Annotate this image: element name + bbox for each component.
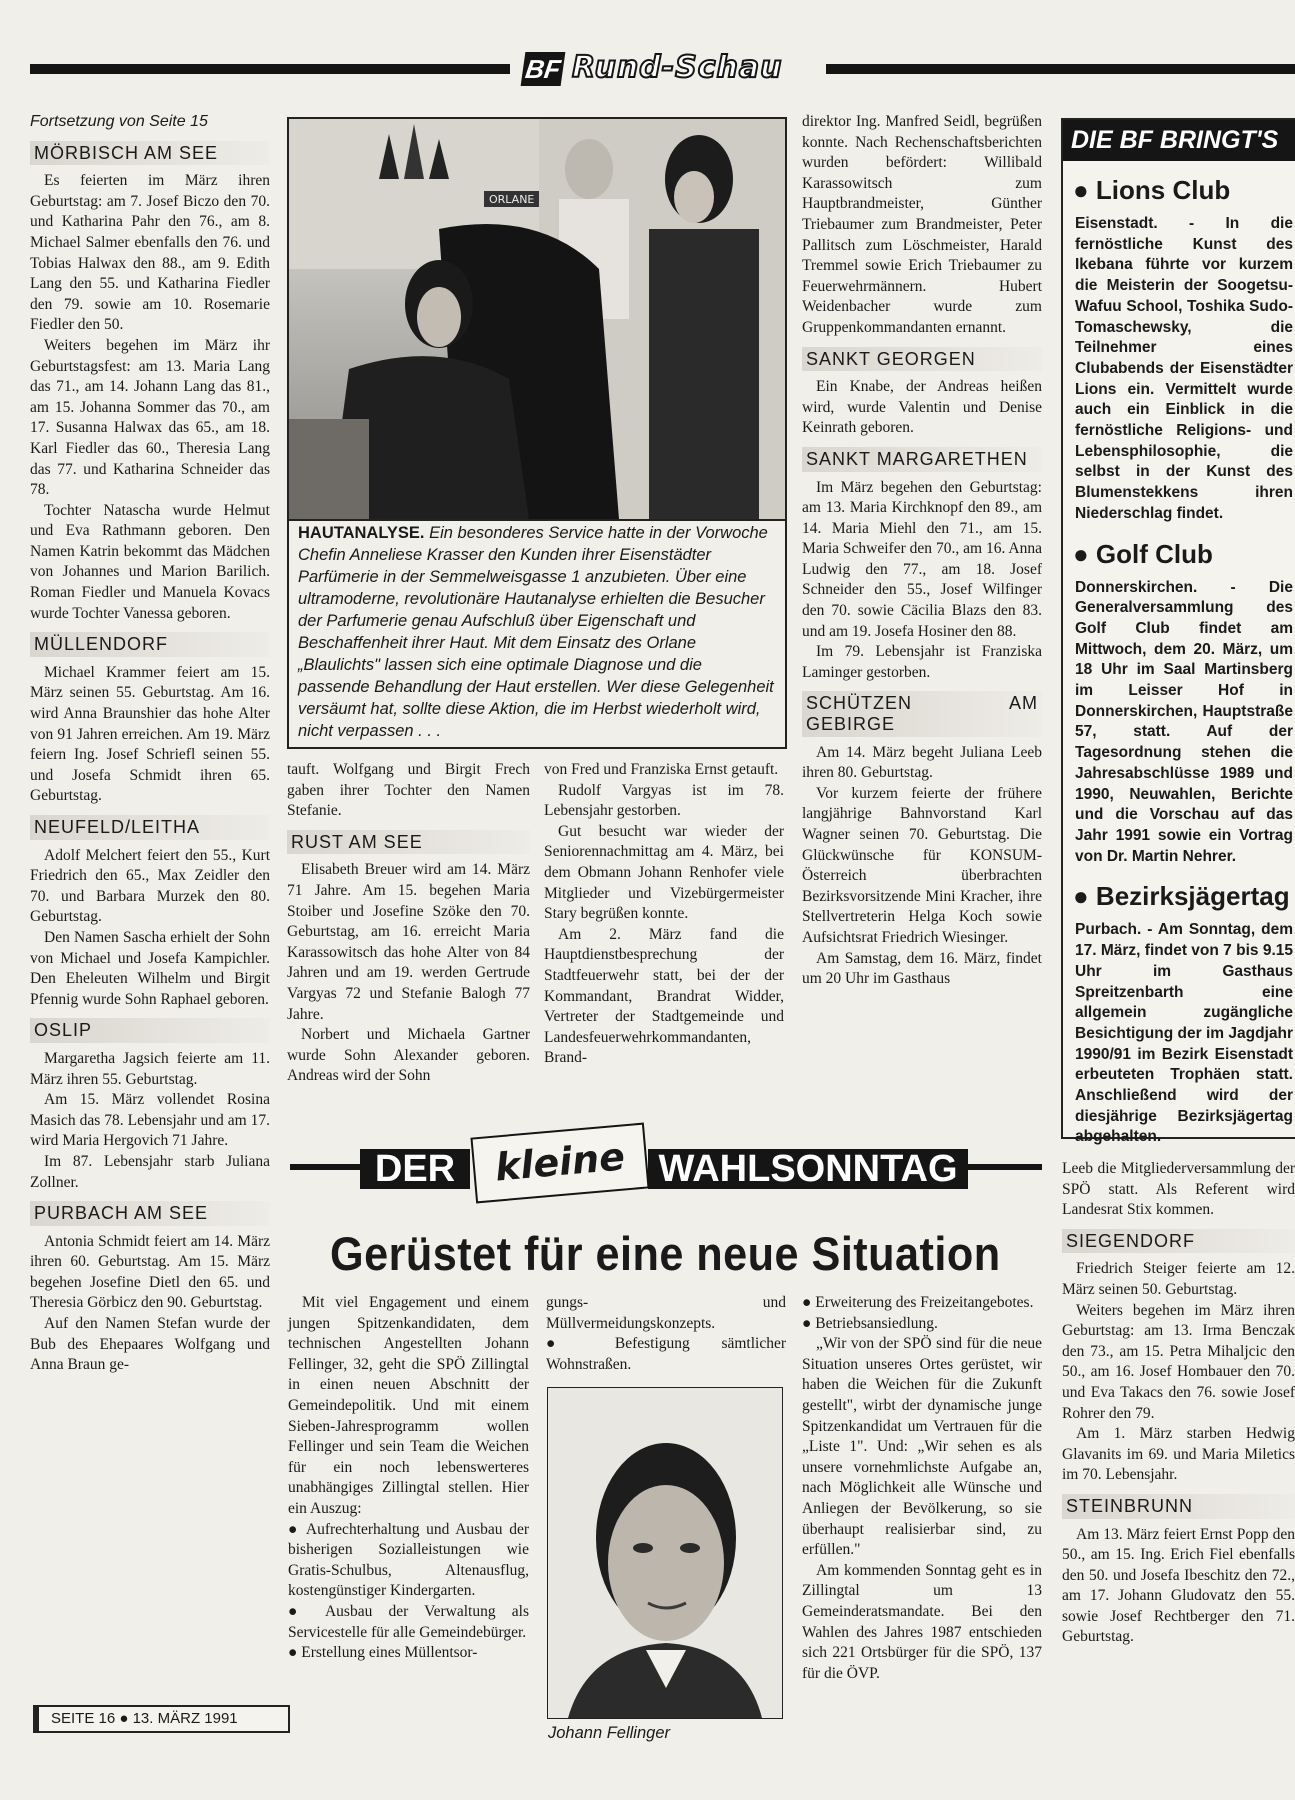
banner-mid-text: kleine <box>493 1134 627 1190</box>
paragraph: Elisabeth Breuer wird am 14. März 71 Jahre. Am 15. begehen Maria Stoiber und Josefine Szöke den 70. Geburtstag, am 16. erreicht Maria Karassowitsch das hohe Alter von 84 Jahren und am 19. werden Gertrude Vargyas 72 und Stefanie Balogh 77 Jahre. <box>287 861 530 1023</box>
paragraph: Am 15. März vollendet Rosina Masich das 78. Lebensjahr und am 17. wird Maria Hergovich 71 Jahre. <box>30 1091 270 1150</box>
bullet-item: ● Befestigung sämtlicher Wohnstraßen. <box>546 1335 786 1373</box>
banner-rule-left <box>290 1164 360 1170</box>
hautanalyse-photo <box>287 117 787 521</box>
banner-wahlsonntag <box>648 1149 968 1189</box>
section-heading: SIEGENDORF <box>1062 1229 1295 1254</box>
column-2-lower <box>287 760 530 1087</box>
paragraph: Margaretha Jagsich feierte am 11. März ihren 55. Geburtstag. <box>30 1049 270 1088</box>
column-4 <box>802 112 1042 990</box>
paragraph: Im 79. Lebensjahr ist Franziska Laminger gestorben. <box>802 643 1042 681</box>
sidebar-title: ● Lions Club <box>1073 175 1231 205</box>
paragraph: Antonia Schmidt feiert am 14. März ihren 60. Geburtstag. Am 15. März begehen Josefine Dietl den 65. und Theresia Görbicz den 90. Geburtstag. <box>30 1232 270 1312</box>
paragraph: Den Namen Sascha erhielt der Sohn von Michael und Josefa Kampichler. Den Eheleuten Wilhelm und Birgit Pfennig wurde Sohn Raphael geboren. <box>30 928 270 1008</box>
bullet-item: ● Aufrechterhaltung und Ausbau der bisherigen Sozialleistungen wie Gratis-Schulbus, Altenausflug, kostengünstiger Kindergarten. <box>288 1520 529 1600</box>
bf-logo: BF <box>521 52 566 86</box>
paragraph: Im 87. Lebensjahr starb Juliana Zollner. <box>30 1152 270 1191</box>
section-heading: MÖRBISCH AM SEE <box>30 141 270 166</box>
banner-rule-right <box>968 1164 1042 1170</box>
paragraph: tauft. Wolfgang und Birgit Frech gaben ihrer Tochter den Namen Stefanie. <box>287 761 530 820</box>
caption-lead: HAUTANALYSE. <box>298 524 425 542</box>
caption-text: Ein besonderes Service hatte in der Vorwoche Chefin Anneliese Krasser den Kunden ihrer Eisenstädter Parfümerie in der Semmelweisgasse 1 anzubieten. Über eine ultramoderne, revolutionäre Hautanalyse erhielten die Besucher der Parfumerie genau Aufschluß über Eigenschaft und Beschaffenheit ihrer Haut. Mit dem Einsatz des Orlane „Blaulichts" lassen sich eine optimale Diagnose und die passende Behandlung der Haut erstellen. Wer diese Gelegenheit versäumt hat, sollte diese Aktion, die im Herbst wiederholt wird, nicht verpassen . . . <box>298 524 774 740</box>
paragraph: Gut besucht war wieder der Seniorennachmittag am 4. März, bei dem Obmann Johann Renhofer viele Mitglieder und Vizebürgermeister Stary begrüßen konnte. <box>544 822 784 923</box>
paragraph: Weiters begehen im März ihren Geburtstag: am 13. Irma Benczak den 73., am 15. Petra Mihaljcic den 50., am 16. Josef Hombauer den 70. und Eva Takacs den 76. sowie Josef Rohrer den 79. <box>1062 1301 1295 1422</box>
sidebar-title: ● Golf Club <box>1073 538 1213 569</box>
section-heading: MÜLLENDORF <box>30 632 270 657</box>
fellinger-photo <box>547 1387 783 1719</box>
sidebar-text: Purbach. - Am Sonntag, dem 17. März, findet von 7 bis 9.15 Uhr im Gasthaus Spreitzenbarth eine allgemein zugängliche Besichtigung der im Jagdjahr 1990/91 im Bezirk Eisenstadt erbeuteten Trophäen statt. Anschließend wird der diesjährige Bezirksjägertag abgehalten. <box>1075 921 1293 1146</box>
paragraph: Es feierten im März ihren Geburtstag: am 7. Josef Biczo den 70. und Katharina Pahr den 76., am 8. Michael Salmer ebenfalls den 76. und Tobias Halwax den 88., am 9. Edith Lang den 55. und Katharina Fiedler den 79. sowie am 10. Rosemarie Fiedler den 50. <box>30 172 270 334</box>
paragraph: direktor Ing. Manfred Seidl, begrüßen konnte. Nach Rechenschaftsberichten wurden befördert: Willibald Karassowitsch zum Hauptbrandmeister, Günther Triebaumer zum Brandmeister, Peter Pallitsch zum Löschmeister, Harald Tremmel sowie Erich Triebaumer zu Feuerwehrmännern. Hubert Weidenbacher wurde zum Gruppenkommandanten ernannt. <box>802 113 1042 336</box>
paragraph: Adolf Melchert feiert den 55., Kurt Friedrich den 65., Max Zeidler den 70. und Barbara Murzek den 80. Geburtstag. <box>30 846 270 926</box>
paragraph: Friedrich Steiger feierte am 12. März seinen 50. Geburtstag. <box>1062 1260 1295 1298</box>
paragraph: Vor kurzem feierte der frühere langjährige Bahnvorstand Karl Wagner seinen 70. Geburtstag. Die Glückwünsche für KONSUM-Österreich überbrachten Bezirksvorsitzende Mini Kracher, ihre Stellvertreterin Helga Koch sowie Aufsichtsrat Friedrich Wiesinger. <box>802 784 1042 946</box>
paragraph: Am 13. März feiert Ernst Popp den 50., am 15. Ing. Erich Fiel ebenfalls den 50. und Josefa Ibeschitz den 72., am 17. Johann Gludovatz den 55. sowie Josef Rechtberger den 71. Geburtstag. <box>1062 1525 1295 1646</box>
paragraph: Norbert und Michaela Gartner wurde Sohn Alexander geboren. Andreas wird der Sohn <box>287 1026 530 1085</box>
sidebar-title: ● Bezirksjägertag <box>1073 881 1290 912</box>
hautanalyse-caption <box>298 522 776 742</box>
portrait-illustration <box>548 1388 782 1718</box>
paragraph: „Wir von der SPÖ sind für die neue Situation unseres Ortes gerüstet, wir haben die Weichen für die Zukunft gestellt", wirbt der dynamische junge Spitzenkandidat um Vertrauen für die „Liste 1". Und: „Wir sehen es als unsere vornehmlichste Aufgabe an, nach Möglichkeit alle Wünsche und Anliegen der Bevölkerung, so sie überhaupt realisierbar sind, zu erfüllen." <box>802 1335 1042 1559</box>
bullet-item: ● Betriebsansiedlung. <box>802 1314 938 1332</box>
section-heading: SANKT GEORGEN <box>802 347 1042 372</box>
orlane-sign: ORLANE <box>489 193 535 206</box>
section-heading: PURBACH AM SEE <box>30 1201 270 1226</box>
masthead-title: Rund-Schau <box>572 50 783 85</box>
paragraph: gungs- und Müllvermeidungskonzepts. <box>546 1294 786 1332</box>
paragraph: Weiters begehen im März ihr Geburtstagsfest: am 13. Maria Lang das 71., am 14. Johann Lang das 81., am 15. Johanna Sommer das 70., am 17. Susanna Halwax das 65., am 18. Karl Fiedler das 60., Theresia Lang das 77. und Katharina Schneider das 78. <box>30 336 270 499</box>
paragraph: von Fred und Franziska Ernst getauft. <box>544 761 779 778</box>
section-heading: SANKT MARGARETHEN <box>802 447 1042 472</box>
section-heading: SCHÜTZEN AM GEBIRGE <box>802 691 1042 736</box>
paragraph: Am Samstag, dem 16. März, findet um 20 Uhr im Gasthaus <box>802 949 1042 988</box>
continued-note: Fortsetzung von Seite 15 <box>30 113 208 130</box>
article-column-3 <box>802 1293 1042 1684</box>
paragraph: Auf den Namen Stefan wurde der Bub des Ehepaares Wolfgang und Anna Braun ge- <box>30 1315 270 1374</box>
bullet-item: ● Ausbau der Verwaltung als Servicestelle für alle Gemeindebürger. <box>288 1602 529 1641</box>
section-heading: RUST AM SEE <box>287 830 530 855</box>
section-heading: STEINBRUNN <box>1062 1494 1295 1519</box>
right-lower-column <box>1062 1159 1295 1648</box>
paragraph: Am 1. März starben Hedwig Glavanits im 69. und Maria Miletics im 70. Lebensjahr. <box>1062 1425 1295 1484</box>
paragraph: Tochter Natascha wurde Helmut und Eva Rathmann geboren. Den Namen Katrin bekommt das Mädchen von Johannes und Marion Barilich. Roman Fiedler und Manuela Kovacs wurde Tochter Vanessa geboren. <box>30 501 270 622</box>
bullet-item: ● Erstellung eines Müllentsor- <box>288 1644 478 1662</box>
masthead-rule-left <box>30 64 510 74</box>
sidebar-text: Eisenstadt. - In die fernöstliche Kunst des Ikebana führte vor kurzem die Meisterin der Soogetsu-Wafuu School, Toshika Sudo-Tomaschewsky, die Teilnehmer eines Clubabends der Eisenstädter Lions ein. Vermittelt wurde auch ein Einblick in die fernöstliche Religions- und Lebensphilosophie, die selbst in der Kunst des Blumenstekkens ihren Niederschlag findet. <box>1075 215 1293 522</box>
paragraph: Leeb die Mitgliederversammlung der SPÖ statt. Als Referent wird Landesrat Stix kommen. <box>1062 1160 1295 1219</box>
section-heading: NEUFELD/LEITHA <box>30 815 270 840</box>
bf-bringts-sidebar <box>1061 118 1295 1146</box>
article-headline: Gerüstet für eine neue Situation <box>330 1227 1001 1280</box>
masthead-rule-right <box>826 64 1295 74</box>
article-column-2 <box>546 1293 786 1375</box>
paragraph: Im März begehen den Geburtstag: am 13. Maria Kirchknopf den 89., am 14. Maria Miehl den 71., am 15. Maria Schweifer den 70., am 16. Anna Ludwig den 77., am 18. Josef Schneider den 55., Josef Wilfinger den 70. sowie Cäcilia Blazs den 83. und am 19. Josefa Hosiner den 88. <box>802 478 1042 640</box>
paragraph: Rudolf Vargyas ist im 78. Lebensjahr gestorben. <box>544 781 784 820</box>
banner-left-text: DER <box>374 1148 456 1190</box>
bullet-item: ● Erweiterung des Freizeitangebotes. <box>802 1294 1034 1311</box>
page-footer: SEITE 16 ● 13. MÄRZ 1991 <box>33 1705 290 1733</box>
banner-der <box>360 1149 470 1189</box>
paragraph: Mit viel Engagement und einem jungen Spitzenkandidaten, dem technischen Angestellten Johann Fellinger, 32, geht die SPÖ Zillingtal in einen neuen Abschnitt der Gemeindepolitik. Und mit einem Sieben-Jahresprogramm wollen Fellinger und sein Team die Weichen für ein noch lebenswerteres unabhängiges Zillingtal stellen. Hier ein Auszug: <box>288 1294 529 1517</box>
banner-kleine <box>470 1123 649 1204</box>
paragraph: Ein Knabe, der Andreas heißen wird, wurde Valentin und Denise Keinrath geboren. <box>802 378 1042 437</box>
photo-illustration <box>289 119 785 519</box>
sidebar-header: DIE BF BRINGT'S <box>1063 120 1295 161</box>
column-3-lower <box>544 760 784 1069</box>
article-column-1 <box>288 1293 529 1664</box>
section-heading: OSLIP <box>30 1018 270 1043</box>
sidebar-text: Donnerskirchen. - Die Generalversammlung des Golf Club findet am Mittwoch, dem 20. März, um 18 Uhr im Saal Martinsberg im Leisser Hof in Donnerskirchen, Hauptstraße 57, statt. Auf der Tagesordnung stehen die Jahresabschlüsse 1989 und 1990, Neuwahlen, Berichte und die Vorschau auf das Jahr 1991 sowie ein Vortrag von Dr. Martin Nehrer. <box>1075 578 1293 865</box>
paragraph: Am 2. März fand die Hauptdienstbesprechung der Stadtfeuerwehr statt, bei der der Kommandant, Brandrat Widder, Vertreter der Stadtgemeinde und Landesfeuerwehrkommandanten, Brand- <box>544 925 784 1067</box>
paragraph: Michael Krammer feiert am 15. März seinen 55. Geburtstag. Am 16. wird Anna Braunshier das hohe Alter von 91 Jahren erreichen. Am 19. März feiern Ing. Josef Schriefl seinen 55. und Josefa Schmidt ihren 65. Geburtstag. <box>30 663 270 805</box>
banner-right-text: WAHLSONNTAG <box>658 1148 958 1190</box>
paragraph: Am 14. März begeht Juliana Leeb ihren 80. Geburtstag. <box>802 743 1042 782</box>
left-column <box>30 112 270 1376</box>
fellinger-caption: Johann Fellinger <box>548 1724 670 1742</box>
paragraph: Am kommenden Sonntag geht es in Zillingtal um 13 Gemeinderatsmandate. Bei den Wahlen des Jahres 1987 entschieden sich 221 Ortsbürger für die SPÖ, 137 für die ÖVP. <box>802 1561 1042 1682</box>
